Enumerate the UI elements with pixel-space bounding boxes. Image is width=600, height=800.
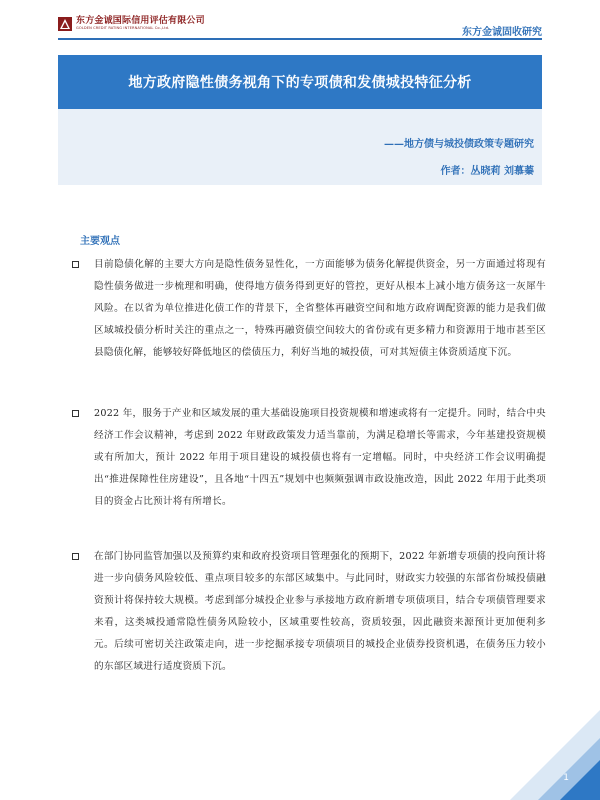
page-header xyxy=(0,0,600,42)
header-divider xyxy=(58,38,542,40)
report-subtitle: ——地方债与城投债政策专题研究 xyxy=(384,139,534,150)
key-point-paragraph: 2022 年，服务于产业和区域发展的重大基础设施项目投资规模和增速或将有一定提升。同时，结合中央经济工作会议精神，考虑到 2022 年财政政策发力适当靠前，为满足稳增长等需求，今年基建投资规模或有所加大，预计 2022 年用于项目建设的城投债也将有一定增幅。同时，中央经济工作会议明确提出“推进保障性住房建设”，且各地“十四五”规划中也频频强调市政设施改造，因此 2022 年用于此类项目的资金占比预计将有所增长。 xyxy=(94,408,546,508)
page-corner-decoration xyxy=(510,710,600,800)
header-research-label: 东方金诚固收研究 xyxy=(462,27,542,38)
bullet-checkbox-icon xyxy=(72,553,79,560)
report-authors: 作者：丛晓莉 刘慕蓁 xyxy=(440,166,534,177)
key-point-paragraph: 目前隐债化解的主要大方向是隐性债务显性化，一方面能够为债务化解提供资金，另一方面通过将现有隐性债务做进一步梳理和明确，使得地方债务得到更好的管控，更好从根本上减小地方债务这一灰犀牛风险。在以省为单位推进化债工作的背景下，全省整体再融资空间和地方政府调配资源的能力是我们做区域城投债分析时关注的重点之一，特殊再融资债空间较大的省份或有更多精力和资源用于地市甚至区县隐债化解，能够较好降低地区的偿债压力，利好当地的城投债，可对其短债主体资质适度下沉。 xyxy=(94,259,546,359)
title-bar xyxy=(58,55,542,109)
section-heading-key-points: 主要观点 xyxy=(80,236,120,247)
logo-mark-icon xyxy=(58,17,72,31)
key-point-paragraph: 在部门协同监管加强以及预算约束和政府投资项目管理强化的预期下，2022 年新增专项债的投向预计将进一步向债务风险较低、重点项目较多的东部区域集中。与此同时，财政实力较强的东部省份城投债融资预计将保持较大规模。考虑到部分城投企业参与承接地方政府新增专项债项目，结合专项债管理要求来看，这类城投通常隐性债务风险较小，区域重要性较高，资质较强，因此融资来源预计更加便利多元。后续可密切关注政策走向，进一步挖掘承接专项债项目的城投企业债券投资机遇，在债务压力较小的东部区域进行适度资质下沉。 xyxy=(94,551,546,673)
report-title: 地方政府隐性债务视角下的专项债和发债城投特征分析 xyxy=(128,75,472,91)
page-number: 1 xyxy=(563,773,569,783)
bullet-checkbox-icon xyxy=(72,410,79,417)
logo-chinese-name: 东方金诚国际信用评估有限公司 xyxy=(76,16,205,26)
bullet-checkbox-icon xyxy=(72,261,79,268)
cover-title-box xyxy=(58,55,542,185)
logo-english-name: GOLDEN CREDIT RATING INTERNATIONAL Co.,Ltd. xyxy=(76,26,170,30)
company-logo xyxy=(58,16,205,31)
